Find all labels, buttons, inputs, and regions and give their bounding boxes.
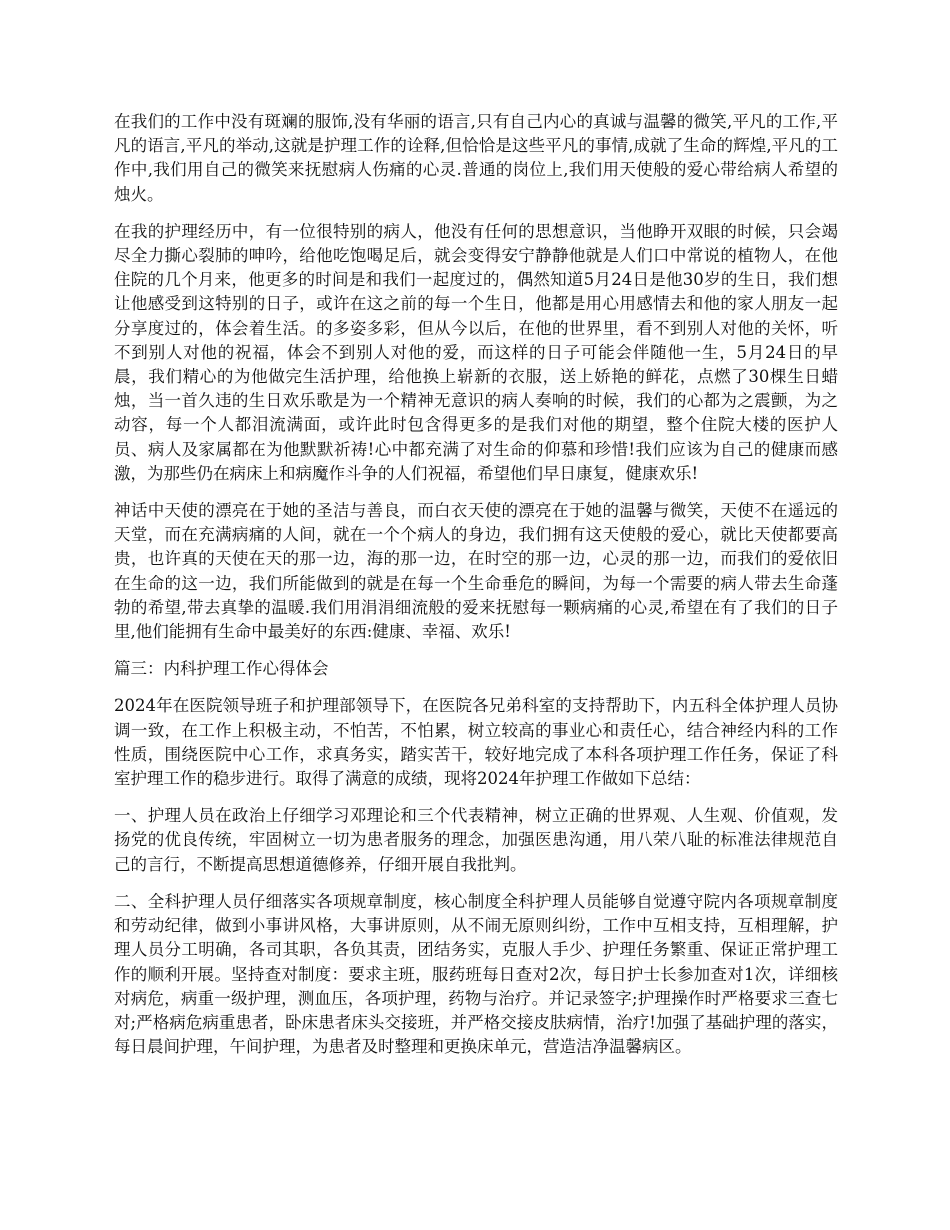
paragraph: 在我们的工作中没有斑斓的服饰,没有华丽的语言,只有自己内心的真诚与温馨的微笑,平凡的工作,平凡的语言,平凡的举动,这就是护理工作的诠释,但恰恰是这些平凡的事情,成就了生命的辉煌,平凡的工作中,我们用自己的微笑来抚慰病人伤痛的心灵.普通的岗位上,我们用天使般的爱心带给病人希望的烛火。 — [114, 112, 838, 204]
section-heading: 篇三：内科护理工作心得体会 — [114, 659, 329, 679]
paragraph: 2024年在医院领导班子和护理部领导下，在医院各兄弟科室的支持帮助下，内五科全体护理人员协调一致，在工作上积极主动，不怕苦，不怕累，树立较高的事业心和责任心，结合神经内科的工作性质，围绕医院中心工作，求真务实，踏实苦干，较好地完成了本科各项护理工作任务，保证了科室护理工作的稳步进行。取得了满意的成绩，现将2024年护理工作做如下总结： — [114, 696, 838, 789]
paragraph: 一、护理人员在政治上仔细学习邓理论和三个代表精神，树立正确的世界观、人生观、价值观，发扬党的优良传统，牢固树立一切为患者服务的理念，加强医患沟通，用八荣八耻的标准法律规范自己的言行，不断提高思想道德修养，仔细开展自我批判。 — [114, 806, 838, 874]
paragraph: 神话中天使的漂亮在于她的圣洁与善良，而白衣天使的漂亮在于她的温馨与微笑，天使不在遥远的天堂，而在充满病痛的人间，就在一个个病人的身边，我们拥有这天使般的爱心，就比天使都要高贵，也许真的天使在天的那一边，海的那一边，在时空的那一边，心灵的那一边，而我们的爱依旧在生命的这一边，我们所能做到的就是在每一个生命垂危的瞬间，为每一个需要的病人带去生命蓬勃的希望,带去真挚的温暖.我们用涓涓细流般的爱来抚慰每一颗病痛的心灵,希望在有了我们的日子里,他们能拥有生命中最美好的东西:健康、幸福、欢乐! — [114, 501, 838, 642]
paragraph: 二、全科护理人员仔细落实各项规章制度，核心制度全科护理人员能够自觉遵守院内各项规章制度和劳动纪律，做到小事讲风格，大事讲原则，从不闹无原则纠纷，工作中互相支持，互相理解，护理人员分工明确，各司其职，各负其责，团结务实，克服人手少、护理任务繁重、保证正常护理工作的顺利开展。坚持查对制度：要求主班，服药班每日查对2次，每日护士长参加查对1次，详细核对病危，病重一级护理，测血压，各项护理，药物与治疗。并记录签字;护理操作时严格要求三查七对;严格病危病重患者，卧床患者床头交接班，并严格交接皮肤病情，治疗!加强了基础护理的落实，每日晨间护理，午间护理，为患者及时整理和更换床单元，营造洁净温馨病区。 — [114, 891, 838, 1057]
document-body — [114, 110, 838, 1072]
paragraph: 在我的护理经历中，有一位很特别的病人，他没有任何的思想意识，当他睁开双眼的时候，只会竭尽全力撕心裂肺的呻吟，给他吃饱喝足后，就会变得安宁静静他就是人们口中常说的植物人，在他住院的几个月来，他更多的时间是和我们一起度过的，偶然知道5月24日是他30岁的生日，我们想让他感受到这特别的日子，或许在这之前的每一个生日，他都是用心用感情去和他的家人朋友一起分享度过的，体会着生活。的多姿多彩，但从今以后，在他的世界里，看不到别人对他的关怀，听不到别人对他的祝福，体会不到别人对他的爱，而这样的日子可能会伴随他一生，5月24日的早晨，我们精心的为他做完生活护理，给他换上崭新的衣服，送上娇艳的鲜花，点燃了30棵生日蜡烛，当一首久违的生日欢乐歌是为一个精神无意识的病人奏响的时候，我们的心都为之震颤，为之动容，每一个人都泪流满面，或许此时包含得更多的是我们对他的期望，整个住院大楼的医护人员、病人及家属都在为他默默祈祷!心中都充满了对生命的仰慕和珍惜!我们应该为自己的健康而感激，为那些仍在病床上和病魔作斗争的人们祝福，希望他们早日康复，健康欢乐! — [114, 221, 838, 483]
